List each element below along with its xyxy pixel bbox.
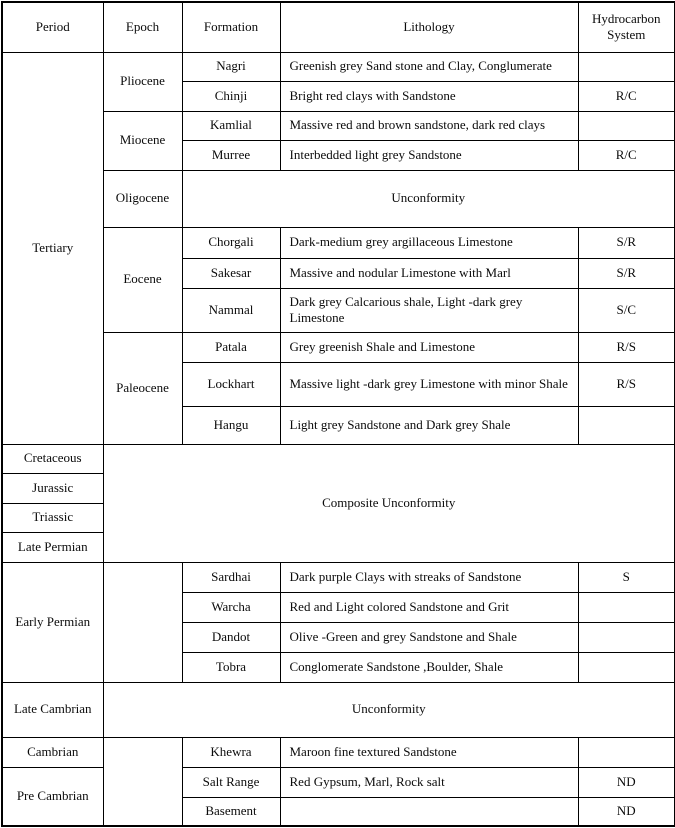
period-cambrian: Cambrian [2,737,103,767]
epoch-oligocene: Oligocene [103,170,182,227]
hydrocarbon-basement: ND [578,797,675,826]
lithology-sakesar: Massive and nodular Limestone with Marl [280,258,578,288]
hydrocarbon-tobra [578,652,675,682]
formation-murree: Murree [182,140,280,170]
lithology-hangu: Light grey Sandstone and Dark grey Shale [280,406,578,444]
period-jurassic: Jurassic [2,473,103,503]
lithology-chinji: Bright red clays with Sandstone [280,81,578,111]
unconformity-late-cambrian: Unconformity [103,682,675,737]
hydrocarbon-salt-range: ND [578,767,675,797]
hydrocarbon-sakesar: S/R [578,258,675,288]
formation-sardhai: Sardhai [182,562,280,592]
hydrocarbon-lockhart: R/S [578,362,675,406]
formation-sakesar: Sakesar [182,258,280,288]
lithology-khewra: Maroon fine textured Sandstone [280,737,578,767]
header-lithology: Lithology [280,2,578,52]
formation-nammal: Nammal [182,288,280,332]
period-late-cambrian: Late Cambrian [2,682,103,737]
period-pre-cambrian: Pre Cambrian [2,767,103,826]
epoch-pliocene: Pliocene [103,52,182,111]
lithology-tobra: Conglomerate Sandstone ,Boulder, Shale [280,652,578,682]
lithology-basement [280,797,578,826]
hydrocarbon-nagri [578,52,675,81]
header-formation: Formation [182,2,280,52]
hydrocarbon-chorgali: S/R [578,227,675,258]
hydrocarbon-chinji: R/C [578,81,675,111]
period-tertiary: Tertiary [2,52,103,444]
formation-basement: Basement [182,797,280,826]
lithology-nagri: Greenish grey Sand stone and Clay, Conglumerate [280,52,578,81]
hydrocarbon-kamlial [578,111,675,140]
formation-dandot: Dandot [182,622,280,652]
hydrocarbon-hangu [578,406,675,444]
lithology-chorgali: Dark-medium grey argillaceous Limestone [280,227,578,258]
formation-khewra: Khewra [182,737,280,767]
lithology-murree: Interbedded light grey Sandstone [280,140,578,170]
hydrocarbon-warcha [578,592,675,622]
header-period: Period [2,2,103,52]
formation-chorgali: Chorgali [182,227,280,258]
unconformity-composite: Composite Unconformity [103,444,675,562]
formation-hangu: Hangu [182,406,280,444]
formation-chinji: Chinji [182,81,280,111]
unconformity-oligocene: Unconformity [182,170,675,227]
lithology-nammal: Dark grey Calcarious shale, Light -dark grey Limestone [280,288,578,332]
lithology-sardhai: Dark purple Clays with streaks of Sandstone [280,562,578,592]
header-hydrocarbon-system: Hydrocarbon System [578,2,675,52]
hydrocarbon-dandot [578,622,675,652]
formation-kamlial: Kamlial [182,111,280,140]
header-epoch: Epoch [103,2,182,52]
epoch-empty-cambrian [103,737,182,826]
hydrocarbon-murree: R/C [578,140,675,170]
formation-salt-range: Salt Range [182,767,280,797]
period-cretaceous: Cretaceous [2,444,103,473]
period-early-permian: Early Permian [2,562,103,682]
formation-tobra: Tobra [182,652,280,682]
lithology-salt-range: Red Gypsum, Marl, Rock salt [280,767,578,797]
epoch-miocene: Miocene [103,111,182,170]
lithology-warcha: Red and Light colored Sandstone and Grit [280,592,578,622]
formation-warcha: Warcha [182,592,280,622]
period-triassic: Triassic [2,503,103,532]
period-late-permian: Late Permian [2,532,103,562]
epoch-eocene: Eocene [103,227,182,332]
hydrocarbon-sardhai: S [578,562,675,592]
formation-nagri: Nagri [182,52,280,81]
lithology-dandot: Olive -Green and grey Sandstone and Shale [280,622,578,652]
lithology-kamlial: Massive red and brown sandstone, dark red clays [280,111,578,140]
formation-lockhart: Lockhart [182,362,280,406]
stratigraphy-table [1,1,675,827]
epoch-paleocene: Paleocene [103,332,182,444]
epoch-empty-early-permian [103,562,182,682]
hydrocarbon-khewra [578,737,675,767]
hydrocarbon-nammal: S/C [578,288,675,332]
hydrocarbon-patala: R/S [578,332,675,362]
lithology-lockhart: Massive light -dark grey Limestone with minor Shale [280,362,578,406]
formation-patala: Patala [182,332,280,362]
lithology-patala: Grey greenish Shale and Limestone [280,332,578,362]
